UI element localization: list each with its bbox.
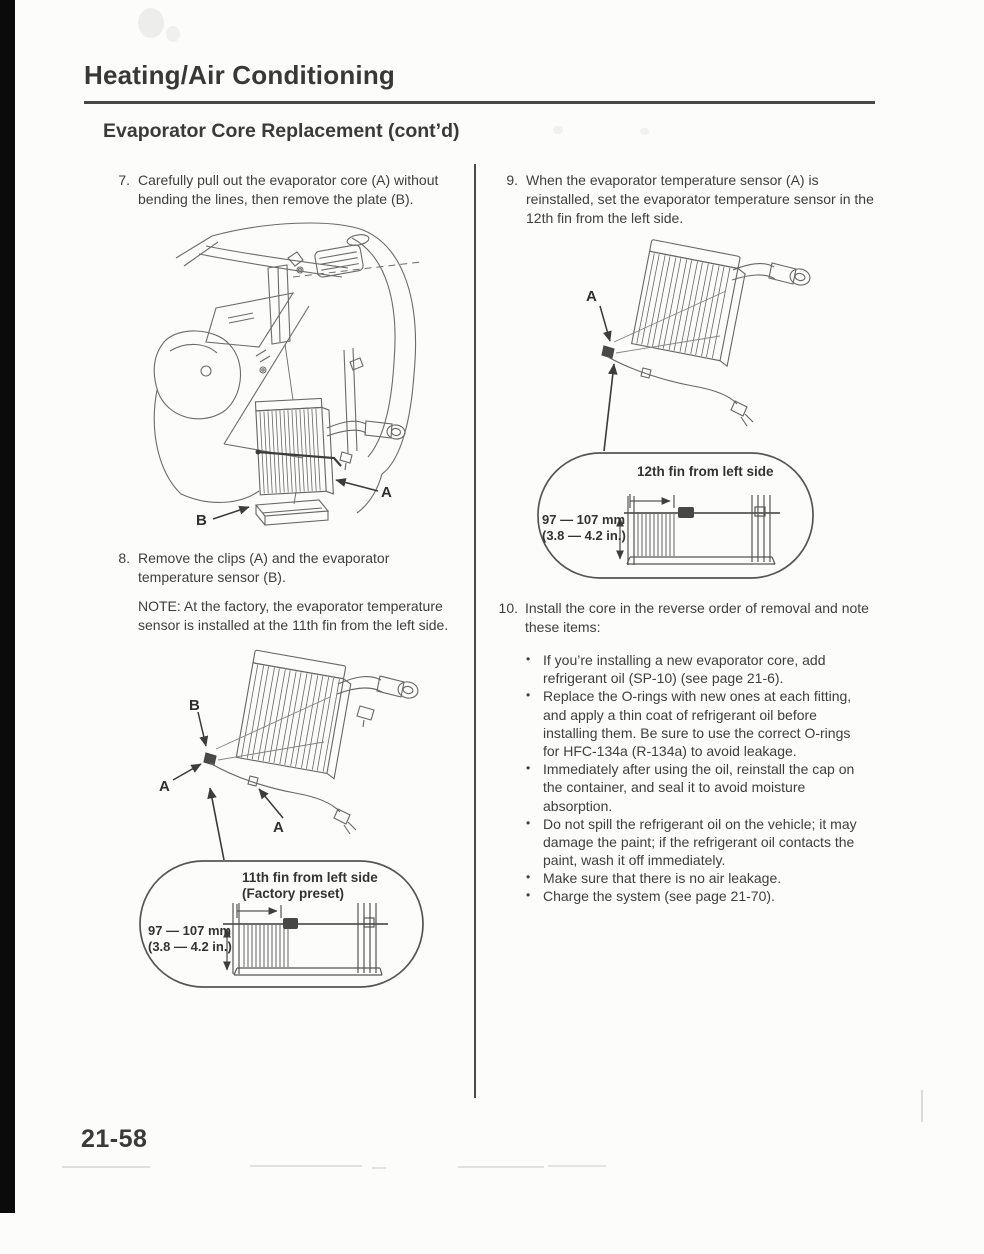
bullet-marker: • (526, 815, 531, 830)
step-9-number: 9. (506, 172, 518, 188)
scan-dash (458, 1166, 544, 1168)
bullet-marker: • (526, 652, 531, 666)
bullet-marker: • (526, 688, 531, 703)
step-9-text: When the evaporator temperature sensor (A) is reinstalled, set the evaporator temperature sensor in the 12th fin from the left side. (526, 172, 874, 227)
bullet-marker: • (526, 761, 531, 776)
page-title: Heating/Air Conditioning (84, 60, 395, 90)
scan-dash (62, 1166, 150, 1168)
bullet-text: Charge the system (see page 21-70). (543, 888, 775, 905)
callout-11-dim-in: (3.8 — 4.2 in.) (148, 939, 232, 954)
callout-12-dim-mm: 97 — 107 mm (542, 512, 626, 527)
bullet-text: Make sure that there is no air leakage. (543, 870, 782, 887)
scan-tick (921, 1090, 923, 1122)
step-10-number: 10. (498, 600, 518, 616)
step-7-number: 7. (118, 172, 130, 188)
bullet-text: Do not spill the refrigerant oil on the vehicle; it may damage the paint; if the refrigerant oil contacts the paint, wash it off immediately. (543, 815, 857, 869)
callout-11-dim-mm: 97 — 107 mm (148, 923, 232, 938)
fig8-label-a-bottom: A (273, 819, 284, 836)
fig8-label-b: B (189, 697, 200, 714)
section-title: Evaporator Core Replacement (cont’d) (103, 120, 460, 142)
step-8-number: 8. (118, 550, 130, 566)
fig8-label-a-left: A (159, 778, 170, 795)
callout-12-title: 12th fin from left side (637, 464, 774, 479)
bullet-text: Immediately after using the oil, reinstall the cap on the container, and seal it to avoid moisture absorption. (543, 761, 855, 814)
step-8-note: NOTE: At the factory, the evaporator temperature sensor is installed at the 11th fin from the left side. (138, 598, 449, 634)
callout-11-subtitle: (Factory preset) (242, 886, 345, 901)
step-7-text: Carefully pull out the evaporator core (A) without bending the lines, then remove the plate (B). (138, 172, 439, 208)
figure-8-core-illustration (173, 650, 419, 860)
fig7-label-a: A (381, 484, 392, 501)
figure-9-core-illustration (600, 239, 811, 451)
figure-7-core-illustration (213, 398, 406, 525)
step-10-text: Install the core in the reverse order of removal and note these items: (525, 600, 869, 636)
bullet-text: Replace the O-rings with new ones at each fitting, and apply a thin coat of refrigerant oil before installing them. Be sure to use the correct O-rings for HFC-134a (R-134a) to avoid leakage. (543, 688, 852, 759)
bullet-text: If you’re installing a new evaporator core, add refrigerant oil (SP-10) (see page 21-6). (543, 652, 826, 687)
callout-11-title: 11th fin from left side (242, 870, 378, 885)
scan-dash (548, 1165, 606, 1167)
bullet-marker: • (526, 888, 531, 903)
callout-12-dim-in: (3.8 — 4.2 in.) (542, 528, 626, 543)
figure-7-dashboard-illustration (154, 223, 421, 513)
fig9-label-a: A (586, 288, 597, 305)
fig7-label-b: B (196, 512, 207, 529)
scan-dash (372, 1167, 386, 1169)
step-8-text: Remove the clips (A) and the evaporator temperature sensor (B). (138, 550, 390, 586)
scan-dash (250, 1165, 362, 1167)
page-number: 21-58 (81, 1125, 148, 1153)
bullet-marker: • (526, 870, 531, 885)
